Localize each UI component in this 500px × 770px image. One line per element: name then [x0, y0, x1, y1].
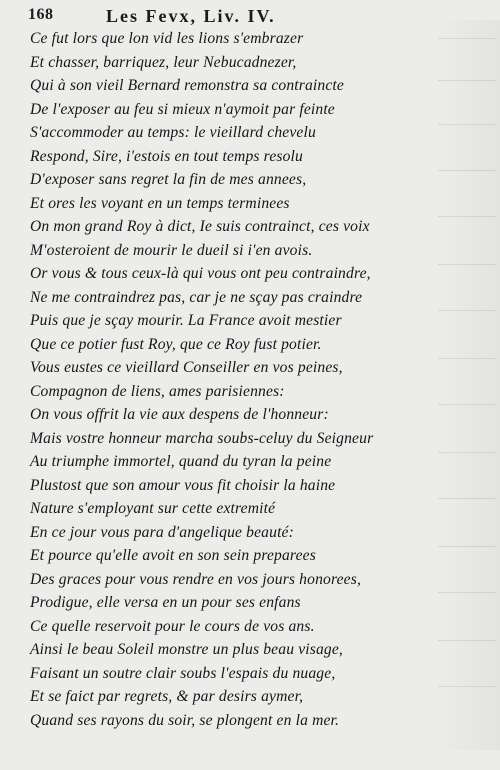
verse-line: Et se faict par regrets, & par desirs aymer, [30, 688, 304, 705]
page-number: 168 [28, 6, 54, 23]
verse-line: Ainsi le beau Soleil monstre un plus beau visage, [30, 641, 343, 658]
verse-line: Or vous & tous ceux-là qui vous ont peu contraindre, [30, 265, 371, 282]
verse-line: Ne me contraindrez pas, car je ne sçay pas craindre [30, 288, 363, 306]
verse-line: Prodigue, elle versa en un pour ses enfans [30, 594, 301, 611]
verse-line: M'osteroient de mourir le dueil si i'en avois. [30, 241, 313, 259]
poem-text [30, 27, 470, 732]
verse-line: Et ores les voyant en un temps terminees [30, 194, 290, 212]
verse-line: Respond, Sire, i'estois en tout temps resolu [30, 147, 303, 165]
verse-line: Vous eustes ce vieillard Conseiller en vos peines, [30, 359, 343, 376]
verse-line: Que ce potier fust Roy, que ce Roy fust potier. [30, 335, 322, 353]
verse-line: Faisant un soutre clair soubs l'espais du nuage, [30, 664, 336, 682]
verse-line: Puis que je sçay mourir. La France avoit mestier [30, 312, 342, 329]
verse-line: Ce fut lors que lon vid les lions s'embrazer [30, 30, 304, 47]
verse-line: Qui à son vieil Bernard remonstra sa contraincte [30, 77, 344, 94]
verse-line: On mon grand Roy à dict, Ie suis contrainct, ces voix [30, 218, 370, 235]
verse-line: Et pource qu'elle avoit en son sein preparees [30, 547, 316, 564]
verse-line: D'exposer sans regret la fin de mes annees, [30, 171, 307, 188]
verse-line: Nature s'employant sur cette extremité [30, 500, 276, 517]
verse-line: Et chasser, barriquez, leur Nebucadnezer, [30, 53, 297, 71]
running-head: Les Fevx, Liv. IV. [106, 6, 276, 26]
verse-line: S'accommoder au temps: le vieillard chevelu [30, 124, 316, 141]
verse-line: Des graces pour vous rendre en vos jours honorees, [30, 570, 362, 588]
verse-line: Ce quelle reservoit pour le cours de vos ans. [30, 617, 315, 635]
verse-line: De l'exposer au feu si mieux n'aymoit par feinte [30, 100, 335, 118]
verse-line: Compagnon de liens, ames parisiennes: [30, 382, 285, 400]
verse-line: En ce jour vous para d'angelique beauté: [30, 523, 294, 541]
verse-line: Plustost que son amour vous fit choisir la haine [30, 476, 336, 494]
verse-line: Mais vostre honneur marcha soubs-celuy du Seigneur [30, 429, 374, 447]
verse-line: Au triumphe immortel, quand du tyran la peine [30, 453, 332, 470]
verse-line: On vous offrit la vie aux despens de l'honneur: [30, 406, 329, 423]
verse-line: Quand ses rayons du soir, se plongent en la mer. [30, 711, 340, 729]
